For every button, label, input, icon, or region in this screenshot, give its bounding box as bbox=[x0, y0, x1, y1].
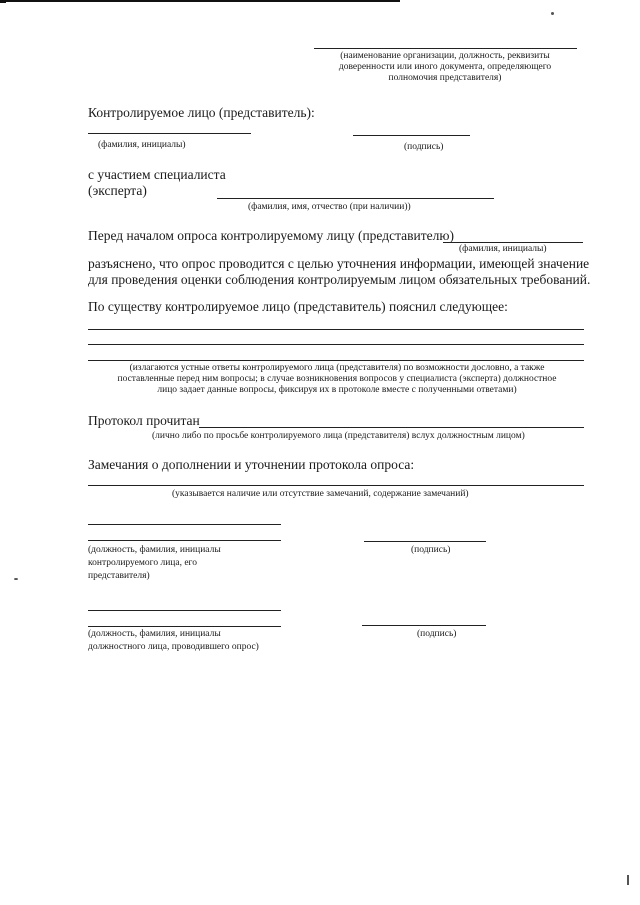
org-caption bbox=[300, 51, 590, 84]
controlled-person-name-line bbox=[88, 133, 251, 134]
protocol-read-line bbox=[199, 427, 584, 428]
sign2-caption-line: должностного лица, проводившего опрос) bbox=[88, 642, 259, 652]
explanation-caption-line: поставленные перед ним вопросы; в случае возникновения вопросов у специалиста (эксперта) должностное bbox=[117, 374, 557, 384]
org-caption-line: доверенности или иного документа, определяющего bbox=[338, 62, 552, 72]
org-caption-line: (наименование организации, должность, реквизиты bbox=[340, 51, 550, 61]
intro-line-3: для проведения оценки соблюдения контролируемым лицом обязательных требований. bbox=[88, 272, 591, 287]
sign1-caption-line: контролируемого лица, его bbox=[88, 558, 197, 568]
intro-lead: Перед началом опроса контролируемому лицу (представителю) bbox=[88, 228, 454, 243]
sign1-line-bottom bbox=[88, 540, 281, 541]
scan-speck bbox=[627, 875, 629, 885]
scan-speck bbox=[14, 578, 18, 580]
explanation-caption-line: (излагаются устные ответы контролируемого лица (представителя) по возможности дословно, а также bbox=[129, 363, 545, 373]
remarks-title: Замечания о дополнении и уточнении протокола опроса: bbox=[88, 457, 415, 472]
explanation-answer-line bbox=[88, 344, 584, 345]
org-line bbox=[314, 48, 577, 49]
org-caption-line: полномочия представителя) bbox=[388, 73, 502, 83]
remarks-caption: (указывается наличие или отсутствие замечаний, содержание замечаний) bbox=[172, 489, 469, 499]
sign1-signature-caption: (подпись) bbox=[411, 545, 451, 555]
specialist-name-line bbox=[217, 198, 494, 199]
protocol-read-caption: (лично либо по просьбе контролируемого лица (представителя) вслух должностным лицом) bbox=[152, 431, 525, 441]
scan-speck bbox=[551, 12, 554, 15]
explanation-answer-line bbox=[88, 329, 584, 330]
explanation-caption bbox=[86, 363, 588, 396]
sign1-caption bbox=[88, 544, 221, 583]
sign2-signature-line bbox=[362, 625, 486, 626]
specialist-line-2: (эксперта) bbox=[88, 183, 147, 198]
controlled-person-label: Контролируемое лицо (представитель): bbox=[88, 105, 315, 120]
intro-lead-caption: (фамилия, инициалы) bbox=[459, 244, 547, 254]
sign2-line-top bbox=[88, 610, 281, 611]
sign1-caption-line: (должность, фамилия, инициалы bbox=[88, 545, 221, 555]
sign2-caption bbox=[88, 628, 259, 654]
sign2-signature-caption: (подпись) bbox=[417, 629, 457, 639]
protocol-read-label: Протокол прочитан bbox=[88, 413, 200, 428]
intro-line-2: разъяснено, что опрос проводится с целью уточнения информации, имеющей значение bbox=[88, 256, 590, 271]
remarks-line bbox=[88, 485, 584, 486]
controlled-person-signature-caption: (подпись) bbox=[404, 142, 444, 152]
specialist-line-1: с участием специалиста bbox=[88, 167, 226, 182]
explanation-title: По существу контролируемое лицо (представитель) пояснил следующее: bbox=[88, 299, 508, 314]
specialist-caption: (фамилия, имя, отчество (при наличии)) bbox=[248, 202, 411, 212]
intro-name-line bbox=[443, 242, 583, 243]
sign1-signature-line bbox=[364, 541, 486, 542]
explanation-answer-line bbox=[88, 360, 584, 361]
controlled-person-name-caption: (фамилия, инициалы) bbox=[98, 140, 186, 150]
scan-edge-top bbox=[0, 0, 400, 2]
sign2-line-bottom bbox=[88, 626, 281, 627]
sign1-line-top bbox=[88, 524, 281, 525]
sign1-caption-line: представителя) bbox=[88, 571, 150, 581]
controlled-person-signature-line bbox=[353, 135, 470, 136]
sign2-caption-line: (должность, фамилия, инициалы bbox=[88, 629, 221, 639]
explanation-caption-line: лицо задает данные вопросы, фиксируя их в протоколе вместе с полученными ответами) bbox=[157, 385, 517, 395]
